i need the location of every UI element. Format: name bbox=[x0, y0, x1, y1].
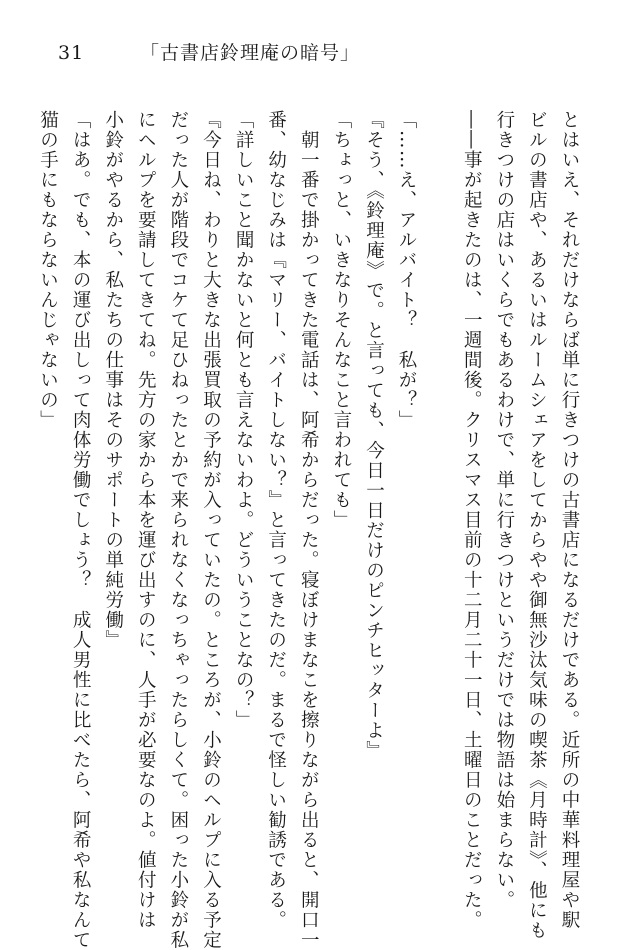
text-line: ビルの書店や、あるいはルームシェアをしてからやや御無沙汰気味の喫茶《月時計》、他にも bbox=[526, 110, 548, 941]
text-line: 猫の手にもならないんじゃないの」 bbox=[37, 110, 59, 430]
text-line: とはいえ、それだけならば単に行きつけの古書店になるだけである。近所の中華料理屋や駅 bbox=[559, 110, 580, 930]
running-title: 「古書店鈴理庵の暗号」 bbox=[140, 42, 361, 64]
page-number: 31 bbox=[58, 42, 85, 64]
text-line: だった人が階段でコケて足ひねったとかで来られなくなっちゃったらしくて。困った小鈴が私 bbox=[167, 110, 189, 950]
text-line: 行きつけの店はいくらでもあるわけで、単に行きつけというだけでは物語は始まらない。 bbox=[493, 110, 515, 910]
text-line: 「はあ。でも、本の運び出しって肉体労働でしょう？ 成人男性に比べたら、阿希や私なんて bbox=[70, 110, 92, 950]
text-line: 小鈴がやるから、私たちの仕事はそのサポートの単純労働』 bbox=[102, 110, 124, 650]
text-line: 朝一番で掛かってきた電話は、阿希からだった。寝ぼけまなこを擦りながら出ると、開口一 bbox=[298, 110, 320, 950]
text-line: ――事が起きたのは、一週間後。クリスマス目前の十二月二十一日、土曜日のことだった。 bbox=[461, 110, 483, 930]
vertical-body-text bbox=[37, 110, 585, 950]
text-line: 「詳しいこと聞かないと何とも言えないわよ。どういうことなの？」 bbox=[233, 110, 255, 730]
scene-break bbox=[422, 110, 455, 870]
text-line: 「ちょっと、いきなりそんなこと言われても」 bbox=[330, 110, 352, 530]
text-line: にヘルプを要請してきてね。先方の家から本を運び出すのに、人手が必要なのよ。値付けは bbox=[135, 110, 157, 930]
text-line: 「……え、アルバイト？ 私が？」 bbox=[396, 110, 418, 430]
page-header bbox=[58, 38, 580, 68]
text-line: 番、幼なじみは『マリー、バイトしない？』と言ってきたのだ。まるで怪しい勧誘である。 bbox=[265, 110, 287, 930]
text-line: 『そう、《鈴理庵》で。と言っても、今日一日だけのピンチヒッターよ』 bbox=[363, 110, 385, 761]
text-line: 『今日ね、わりと大きな出張買取の予約が入っていたの。ところが、小鈴のヘルプに入る予定 bbox=[200, 110, 222, 950]
